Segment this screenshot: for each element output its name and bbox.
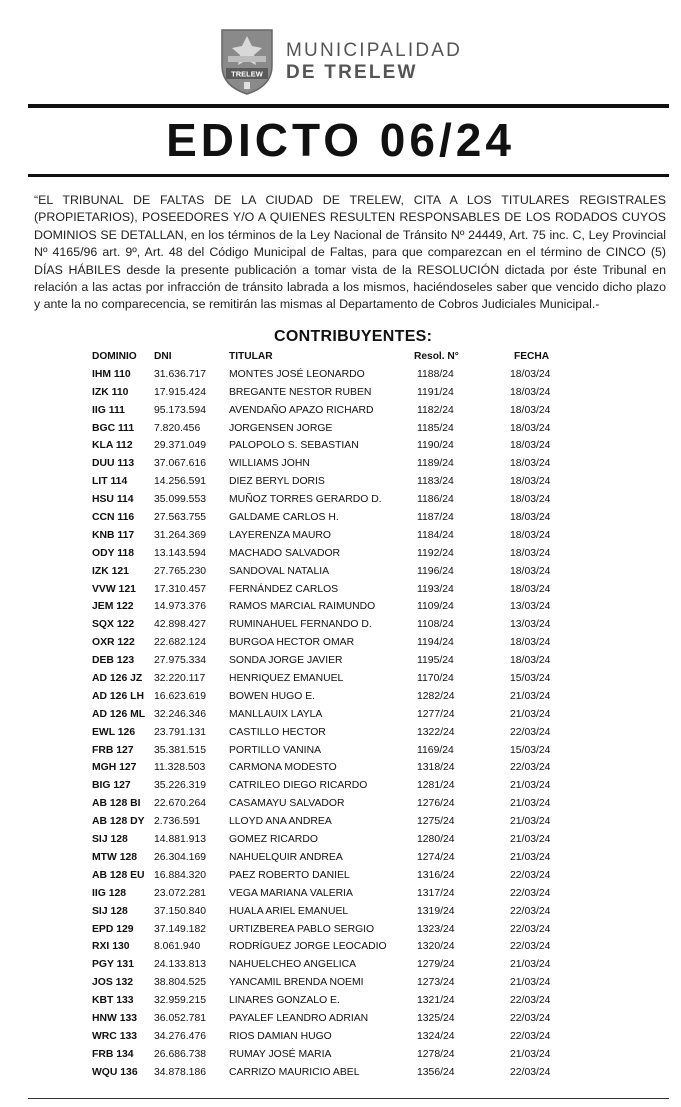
table-row xyxy=(92,616,592,634)
cell-fecha: 18/03/24 xyxy=(510,512,551,524)
cell-fecha: 21/03/24 xyxy=(510,780,551,792)
cell-resol: 1188/24 xyxy=(417,368,454,380)
edict-body-text: “EL TRIBUNAL DE FALTAS DE LA CIUDAD DE TRELEW, CITA A LOS TITULARES REGISTRALES (PROPIETARIOS), POSEEDORES Y/O A QUIENES RESULTEN RESPONSABLES DE LOS RODADOS CUYOS DOMINIOS SE DETALLAN, en los términos de la Ley Nacional de Tránsito Nº 24449, Art. 75 inc. C, Ley Provincial Nº 4165/96 art. 9º, Art. 48 del Código Municipal de Faltas, para que comparezcan en el término de CINCO (5) DÍAS HÁBILES desde la presente publicación a tomar vista de la RESOLUCIÓN dictada por éste Tribunal en relación a las actas por infracción de tránsito labrada a los mismos, haciéndoseles saber que vencido dicho plazo y ante la no comparecencia, se remitirán las mismas al Departamento de Cobros Judiciales Municipal.- xyxy=(34,193,666,312)
cell-resol: 1281/24 xyxy=(417,780,455,792)
table-row xyxy=(92,455,592,473)
cell-titular: GOMEZ RICARDO xyxy=(229,834,318,846)
cell-resol: 1325/24 xyxy=(417,1012,455,1024)
table-row xyxy=(92,992,592,1010)
cell-dni: 34.878.186 xyxy=(154,1066,207,1078)
cell-dominio: KNB 117 xyxy=(92,529,135,541)
cell-titular: BOWEN HUGO E. xyxy=(229,690,316,702)
cell-titular: JORGENSEN JORGE xyxy=(229,422,333,434)
col-header-dni: DNI xyxy=(154,351,172,362)
cell-dominio: OXR 122 xyxy=(92,637,135,649)
cell-dni: 34.276.476 xyxy=(154,1030,207,1042)
cell-fecha: 22/03/24 xyxy=(510,1066,551,1078)
table-row xyxy=(92,545,592,563)
cell-dni: 23.072.281 xyxy=(154,887,207,899)
cell-dni: 31.264.369 xyxy=(154,529,207,541)
table-row xyxy=(92,813,592,831)
cell-dominio: KLA 112 xyxy=(92,440,133,452)
table-row xyxy=(92,1064,592,1082)
cell-titular: MUÑOZ TORRES GERARDO D. xyxy=(229,494,382,506)
cell-fecha: 18/03/24 xyxy=(510,476,551,488)
cell-titular: BURGOA HECTOR OMAR xyxy=(229,637,355,649)
cell-titular: DIEZ BERYL DORIS xyxy=(229,476,325,488)
cell-resol: 1323/24 xyxy=(417,923,455,935)
cell-dominio: LIT 114 xyxy=(92,476,128,488)
cell-resol: 1278/24 xyxy=(417,1048,455,1060)
cell-fecha: 15/03/24 xyxy=(510,673,551,685)
cell-titular: HENRIQUEZ EMANUEL xyxy=(229,673,344,685)
cell-dni: 17.915.424 xyxy=(154,386,207,398)
cell-dni: 13.143.594 xyxy=(154,547,207,559)
table-row xyxy=(92,581,592,599)
cell-resol: 1183/24 xyxy=(417,476,454,488)
cell-titular: BREGANTE NESTOR RUBEN xyxy=(229,386,372,398)
cell-dominio: IIG 128 xyxy=(92,887,127,899)
cell-titular: SANDOVAL NATALIA xyxy=(229,565,330,577)
cell-fecha: 18/03/24 xyxy=(510,494,551,506)
cell-resol: 1275/24 xyxy=(417,816,455,828)
cell-dominio: BGC 111 xyxy=(92,422,135,434)
cell-dominio: AD 126 JZ xyxy=(92,673,143,685)
table-row xyxy=(92,402,592,420)
cell-titular: MONTES JOSÉ LEONARDO xyxy=(229,368,365,380)
cell-titular: YANCAMIL BRENDA NOEMI xyxy=(229,977,364,989)
cell-dni: 42.898.427 xyxy=(154,619,207,631)
cell-dominio: DEB 123 xyxy=(92,655,135,667)
cell-dni: 26.304.169 xyxy=(154,851,207,863)
cell-titular: PORTILLO VANINA xyxy=(229,744,322,756)
cell-titular: SONDA JORGE JAVIER xyxy=(229,655,343,667)
table-header-row xyxy=(92,348,592,366)
document-header xyxy=(0,0,681,100)
cell-fecha: 21/03/24 xyxy=(510,798,551,810)
cell-fecha: 22/03/24 xyxy=(510,905,551,917)
table-row xyxy=(92,742,592,760)
cell-resol: 1322/24 xyxy=(417,726,455,738)
table-row xyxy=(92,795,592,813)
table-row xyxy=(92,831,592,849)
cell-dominio: HSU 114 xyxy=(92,494,134,506)
cell-titular: MANLLAUIX LAYLA xyxy=(229,708,323,720)
cell-resol: 1189/24 xyxy=(417,458,454,470)
cell-titular: VEGA MARIANA VALERIA xyxy=(229,887,353,899)
cell-dominio: AD 126 LH xyxy=(92,690,144,702)
cell-resol: 1196/24 xyxy=(417,565,454,577)
cell-fecha: 21/03/24 xyxy=(510,690,551,702)
cell-dni: 26.686.738 xyxy=(154,1048,207,1060)
cell-resol: 1274/24 xyxy=(417,851,455,863)
table-row xyxy=(92,652,592,670)
cell-dominio: AD 126 ML xyxy=(92,708,146,720)
cell-fecha: 22/03/24 xyxy=(510,923,551,935)
cell-dni: 14.881.913 xyxy=(154,834,207,846)
cell-dominio: IIG 111 xyxy=(92,404,125,416)
cell-titular: RODRÍGUEZ JORGE LEOCADIO xyxy=(229,941,387,953)
cell-titular: CARMONA MODESTO xyxy=(229,762,337,774)
table-row xyxy=(92,437,592,455)
cell-titular: PALOPOLO S. SEBASTIAN xyxy=(229,440,359,452)
table-row xyxy=(92,420,592,438)
cell-resol: 1185/24 xyxy=(417,422,454,434)
cell-dni: 2.736.591 xyxy=(154,816,201,828)
table-row xyxy=(92,903,592,921)
cell-fecha: 21/03/24 xyxy=(510,816,551,828)
cell-dominio: AB 128 EU xyxy=(92,869,145,881)
cell-dni: 22.670.264 xyxy=(154,798,207,810)
cell-dni: 32.959.215 xyxy=(154,995,207,1007)
cell-resol: 1273/24 xyxy=(417,977,455,989)
cell-titular: LAYERENZA MAURO xyxy=(229,529,332,541)
table-row xyxy=(92,1010,592,1028)
cell-titular: AVENDAÑO APAZO RICHARD xyxy=(229,404,374,416)
cell-resol: 1356/24 xyxy=(417,1066,455,1078)
cell-resol: 1108/24 xyxy=(417,619,454,631)
table-row xyxy=(92,491,592,509)
cell-dominio: EWL 126 xyxy=(92,726,136,738)
cell-dominio: HNW 133 xyxy=(92,1012,138,1024)
cell-dni: 16.623.619 xyxy=(154,690,207,702)
col-header-titular: TITULAR xyxy=(229,351,273,362)
section-title: CONTRIBUYENTES: xyxy=(274,328,433,345)
table-row xyxy=(92,724,592,742)
cell-dni: 14.973.376 xyxy=(154,601,207,613)
cell-dni: 8.061.940 xyxy=(154,941,201,953)
cell-resol: 1169/24 xyxy=(417,744,454,756)
cell-dni: 29.371.049 xyxy=(154,440,207,452)
cell-titular: PAEZ ROBERTO DANIEL xyxy=(229,869,350,881)
cell-fecha: 15/03/24 xyxy=(510,744,551,756)
table-row xyxy=(92,759,592,777)
cell-resol: 1319/24 xyxy=(417,905,455,917)
cell-fecha: 21/03/24 xyxy=(510,1048,551,1060)
edict-title: EDICTO 06/24 xyxy=(166,114,515,166)
cell-resol: 1279/24 xyxy=(417,959,455,971)
table-row xyxy=(92,473,592,491)
col-header-dominio: DOMINIO xyxy=(92,351,137,362)
cell-fecha: 22/03/24 xyxy=(510,1012,551,1024)
cell-dominio: IZK 110 xyxy=(92,386,129,398)
cell-dominio: EPD 129 xyxy=(92,923,134,935)
cell-dni: 7.820.456 xyxy=(154,422,201,434)
cell-fecha: 18/03/24 xyxy=(510,386,551,398)
cell-fecha: 21/03/24 xyxy=(510,977,551,989)
cell-dni: 32.220.117 xyxy=(154,673,206,685)
cell-titular: HUALA ARIEL EMANUEL xyxy=(229,905,349,917)
cell-fecha: 18/03/24 xyxy=(510,637,551,649)
cell-dni: 37.150.840 xyxy=(154,905,207,917)
cell-fecha: 18/03/24 xyxy=(510,404,551,416)
cell-fecha: 22/03/24 xyxy=(510,941,551,953)
cell-fecha: 18/03/24 xyxy=(510,529,551,541)
cell-fecha: 22/03/24 xyxy=(510,726,551,738)
cell-dominio: AB 128 DY xyxy=(92,816,145,828)
cell-fecha: 13/03/24 xyxy=(510,601,551,613)
table-body xyxy=(92,366,592,1082)
svg-text:TRELEW: TRELEW xyxy=(231,69,263,79)
cell-fecha: 22/03/24 xyxy=(510,995,551,1007)
cell-dominio: SIJ 128 xyxy=(92,905,128,917)
table-row xyxy=(92,885,592,903)
cell-dni: 35.381.515 xyxy=(154,744,207,756)
cell-titular: LLOYD ANA ANDREA xyxy=(229,816,332,828)
cell-titular: LINARES GONZALO E. xyxy=(229,995,340,1007)
cell-titular: CASTILLO HECTOR xyxy=(229,726,326,738)
cell-dominio: JEM 122 xyxy=(92,601,134,613)
title-divider xyxy=(28,174,669,177)
cell-titular: NAHUELQUIR ANDREA xyxy=(229,851,343,863)
cell-fecha: 22/03/24 xyxy=(510,887,551,899)
municipal-seal-logo xyxy=(218,26,276,96)
cell-dni: 32.246.346 xyxy=(154,708,207,720)
cell-fecha: 21/03/24 xyxy=(510,834,551,846)
cell-fecha: 13/03/24 xyxy=(510,619,551,631)
cell-fecha: 21/03/24 xyxy=(510,708,551,720)
cell-fecha: 21/03/24 xyxy=(510,959,551,971)
cell-dni: 38.804.525 xyxy=(154,977,207,989)
cell-resol: 1194/24 xyxy=(417,637,454,649)
cell-dni: 27.975.334 xyxy=(154,655,207,667)
cell-fecha: 18/03/24 xyxy=(510,458,551,470)
table-row xyxy=(92,921,592,939)
cell-resol: 1193/24 xyxy=(417,583,454,595)
cell-resol: 1170/24 xyxy=(417,673,454,685)
table-row xyxy=(92,366,592,384)
cell-titular: CASAMAYU SALVADOR xyxy=(229,798,345,810)
cell-dni: 95.173.594 xyxy=(154,404,207,416)
cell-fecha: 18/03/24 xyxy=(510,547,551,559)
table-row xyxy=(92,1028,592,1046)
cell-resol: 1192/24 xyxy=(417,547,454,559)
cell-dni: 14.256.591 xyxy=(154,476,207,488)
cell-titular: RUMAY JOSÉ MARIA xyxy=(229,1048,332,1060)
cell-fecha: 18/03/24 xyxy=(510,655,551,667)
cell-dominio: IHM 110 xyxy=(92,368,131,380)
cell-dominio: RXI 130 xyxy=(92,941,130,953)
cell-dominio: FRB 127 xyxy=(92,744,134,756)
cell-dominio: WRC 133 xyxy=(92,1030,138,1042)
table-row xyxy=(92,1046,592,1064)
cell-titular: WILLIAMS JOHN xyxy=(229,458,310,470)
cell-titular: NAHUELCHEO ANGELICA xyxy=(229,959,357,971)
cell-resol: 1184/24 xyxy=(417,529,454,541)
cell-resol: 1317/24 xyxy=(417,887,455,899)
cell-resol: 1324/24 xyxy=(417,1030,455,1042)
cell-titular: PAYALEF LEANDRO ADRIAN xyxy=(229,1012,369,1024)
table-row xyxy=(92,849,592,867)
cell-dni: 16.884.320 xyxy=(154,869,207,881)
cell-resol: 1195/24 xyxy=(417,655,454,667)
cell-dominio: BIG 127 xyxy=(92,780,131,792)
cell-dni: 35.099.553 xyxy=(154,494,207,506)
cell-fecha: 22/03/24 xyxy=(510,869,551,881)
cell-dominio: DUU 113 xyxy=(92,458,135,470)
table-row xyxy=(92,938,592,956)
table-row xyxy=(92,527,592,545)
table-row xyxy=(92,956,592,974)
cell-titular: FERNÁNDEZ CARLOS xyxy=(229,583,339,595)
cell-dominio: PGY 131 xyxy=(92,959,134,971)
cell-fecha: 18/03/24 xyxy=(510,440,551,452)
cell-resol: 1321/24 xyxy=(417,995,455,1007)
cell-resol: 1277/24 xyxy=(417,708,455,720)
cell-fecha: 22/03/24 xyxy=(510,1030,551,1042)
table-row xyxy=(92,634,592,652)
cell-dni: 37.067.616 xyxy=(154,458,207,470)
cell-resol: 1186/24 xyxy=(417,494,454,506)
footer-divider xyxy=(28,1098,669,1099)
cell-resol: 1182/24 xyxy=(417,404,454,416)
cell-dni: 23.791.131 xyxy=(154,726,207,738)
cell-dominio: SIJ 128 xyxy=(92,834,128,846)
cell-resol: 1276/24 xyxy=(417,798,455,810)
cell-dni: 22.682.124 xyxy=(154,637,207,649)
cell-dominio: WQU 136 xyxy=(92,1066,138,1078)
org-name-line2: DE TRELEW xyxy=(286,62,418,83)
cell-resol: 1316/24 xyxy=(417,869,455,881)
cell-titular: RIOS DAMIAN HUGO xyxy=(229,1030,332,1042)
table-row xyxy=(92,777,592,795)
table-row xyxy=(92,563,592,581)
cell-dni: 27.563.755 xyxy=(154,512,207,524)
cell-dni: 36.052.781 xyxy=(154,1012,207,1024)
cell-dominio: AB 128 BI xyxy=(92,798,141,810)
cell-dominio: CCN 116 xyxy=(92,512,135,524)
cell-titular: RAMOS MARCIAL RAIMUNDO xyxy=(229,601,376,613)
cell-dominio: ODY 118 xyxy=(92,547,134,559)
cell-titular: CARRIZO MAURICIO ABEL xyxy=(229,1066,360,1078)
cell-resol: 1187/24 xyxy=(417,512,454,524)
cell-fecha: 21/03/24 xyxy=(510,851,551,863)
cell-fecha: 22/03/24 xyxy=(510,762,551,774)
cell-fecha: 18/03/24 xyxy=(510,368,551,380)
cell-dominio: KBT 133 xyxy=(92,995,134,1007)
table-row xyxy=(92,688,592,706)
cell-resol: 1280/24 xyxy=(417,834,455,846)
cell-resol: 1282/24 xyxy=(417,690,455,702)
table-row xyxy=(92,867,592,885)
cell-fecha: 18/03/24 xyxy=(510,422,551,434)
cell-titular: GALDAME CARLOS H. xyxy=(229,512,339,524)
cell-titular: CATRILEO DIEGO RICARDO xyxy=(229,780,368,792)
col-header-resol: Resol. N° xyxy=(414,351,459,362)
table-row xyxy=(92,670,592,688)
table-row xyxy=(92,384,592,402)
cell-dominio: IZK 121 xyxy=(92,565,129,577)
cell-dni: 11.328.503 xyxy=(154,762,206,774)
cell-fecha: 18/03/24 xyxy=(510,565,551,577)
table-row xyxy=(92,974,592,992)
cell-dominio: FRB 134 xyxy=(92,1048,134,1060)
cell-titular: URTIZBEREA PABLO SERGIO xyxy=(229,923,375,935)
cell-dni: 17.310.457 xyxy=(154,583,207,595)
table-row xyxy=(92,509,592,527)
municipality-name xyxy=(286,40,462,84)
header-divider xyxy=(28,104,669,108)
cell-resol: 1109/24 xyxy=(417,601,454,613)
table-row xyxy=(92,706,592,724)
cell-dni: 37.149.182 xyxy=(154,923,207,935)
cell-resol: 1191/24 xyxy=(417,386,454,398)
org-name-line1: MUNICIPALIDAD xyxy=(286,40,463,61)
cell-dominio: VVW 121 xyxy=(92,583,136,595)
cell-dominio: MGH 127 xyxy=(92,762,137,774)
cell-resol: 1318/24 xyxy=(417,762,455,774)
cell-dni: 31.636.717 xyxy=(154,368,207,380)
cell-dominio: JOS 132 xyxy=(92,977,134,989)
cell-titular: MACHADO SALVADOR xyxy=(229,547,341,559)
cell-resol: 1190/24 xyxy=(417,440,454,452)
cell-dominio: SQX 122 xyxy=(92,619,135,631)
cell-dominio: MTW 128 xyxy=(92,851,138,863)
cell-dni: 27.765.230 xyxy=(154,565,207,577)
cell-dni: 24.133.813 xyxy=(154,959,207,971)
cell-dni: 35.226.319 xyxy=(154,780,207,792)
table-row xyxy=(92,598,592,616)
cell-fecha: 18/03/24 xyxy=(510,583,551,595)
cell-resol: 1320/24 xyxy=(417,941,455,953)
cell-titular: RUMINAHUEL FERNANDO D. xyxy=(229,619,372,631)
contributors-table xyxy=(92,348,592,1082)
col-header-fecha: FECHA xyxy=(514,351,550,362)
